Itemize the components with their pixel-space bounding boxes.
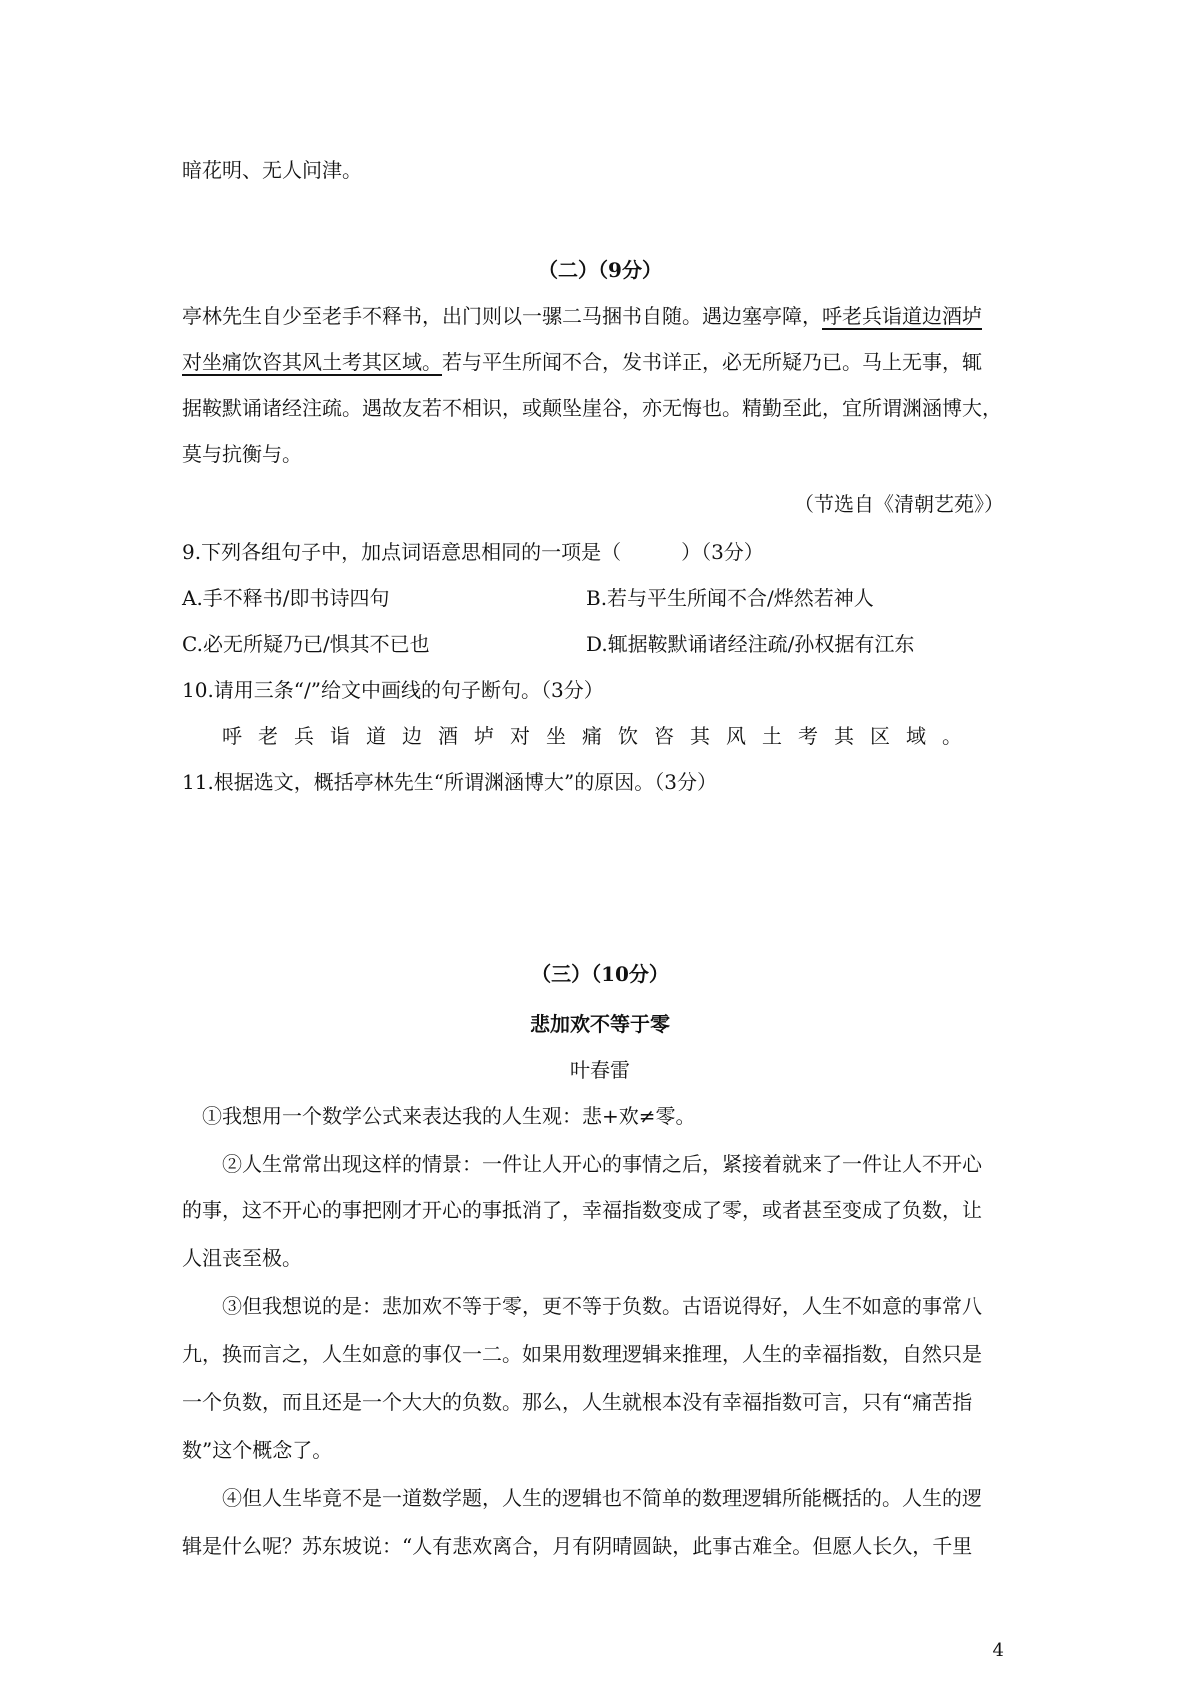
- classical-text-line-4: 莫与抗衡与。: [182, 442, 302, 466]
- question-11: 11.根据选文，概括亭林先生“所谓渊涵博大”的原因。（3分）: [182, 770, 717, 794]
- article-paragraph-3-line-1: ③但我想说的是：悲加欢不等于零，更不等于负数。古语说得好，人生不如意的事常八: [222, 1294, 982, 1318]
- question-9: 9.下列各组句子中，加点词语意思相同的一项是（ ）（3分）: [182, 540, 764, 564]
- article-author: 叶春雷: [570, 1058, 630, 1082]
- classical-text-line-2: 对坐痛饮咨其风土考其区域。若与平生所闻不合，发书详正，必无所疑乃已。马上无事，辄: [182, 350, 982, 374]
- article-paragraph-1: ①我想用一个数学公式来表达我的人生观：悲+欢≠零。: [202, 1104, 696, 1128]
- question-10: 10.请用三条“/”给文中画线的句子断句。（3分）: [182, 678, 604, 702]
- classical-text-line-3: 据鞍默诵诸经注疏。遇故友若不相识，或颠坠崖谷，亦无悔也。精勤至此，宜所谓渊涵博大，: [182, 396, 1002, 420]
- paragraph-continuation: 暗花明、无人问津。: [182, 158, 362, 182]
- article-paragraph-3-line-2: 九，换而言之，人生如意的事仅一二。如果用数理逻辑来推理，人生的幸福指数，自然只是: [182, 1342, 982, 1366]
- article-paragraph-4-line-2: 辑是什么呢？苏东坡说：“人有悲欢离合，月有阴晴圆缺，此事古难全。但愿人长久，千里: [182, 1534, 973, 1558]
- question-9-option-c: C.必无所疑乃已/惧其不已也: [182, 632, 430, 656]
- question-9-option-a: A.手不释书/即书诗四句: [182, 586, 390, 610]
- article-paragraph-2-line-2: 的事，这不开心的事把刚才开心的事抵消了，幸福指数变成了零，或者甚至变成了负数，让: [182, 1198, 982, 1222]
- article-paragraph-2-line-3: 人沮丧至极。: [182, 1246, 302, 1270]
- article-paragraph-2-line-1: ②人生常常出现这样的情景：一件让人开心的事情之后，紧接着就来了一件让人不开心: [222, 1152, 982, 1176]
- article-title: 悲加欢不等于零: [530, 1012, 670, 1036]
- section-2-heading: （二）（9分）: [538, 258, 662, 282]
- article-paragraph-3-line-3: 一个负数，而且还是一个大大的负数。那么，人生就根本没有幸福指数可言，只有“痛苦指: [182, 1390, 973, 1414]
- question-10-sentence: 呼老兵诣道边酒垆对坐痛饮咨其风土考其区域。: [222, 724, 978, 748]
- question-9-option-d: D.辄据鞍默诵诸经注疏/孙权据有江东: [586, 632, 915, 656]
- underlined-sentence: 对坐痛饮咨其风土考其区域。: [182, 350, 442, 374]
- question-9-option-b: B.若与平生所闻不合/烨然若神人: [586, 586, 874, 610]
- article-paragraph-4-line-1: ④但人生毕竟不是一道数学题，人生的逻辑也不简单的数理逻辑所能概括的。人生的逻: [222, 1486, 982, 1510]
- section-3-heading: （三）（10分）: [531, 962, 669, 986]
- underlined-sentence: 呼老兵诣道边酒垆: [822, 304, 982, 328]
- page-number: 4: [992, 1640, 1004, 1661]
- text-source: （节选自《清朝艺苑》）: [794, 492, 1004, 516]
- classical-text-line-1: 亭林先生自少至老手不释书，出门则以一骡二马捆书自随。遇边塞亭障，呼老兵诣道边酒垆: [182, 304, 982, 328]
- article-paragraph-3-line-4: 数”这个概念了。: [182, 1438, 333, 1462]
